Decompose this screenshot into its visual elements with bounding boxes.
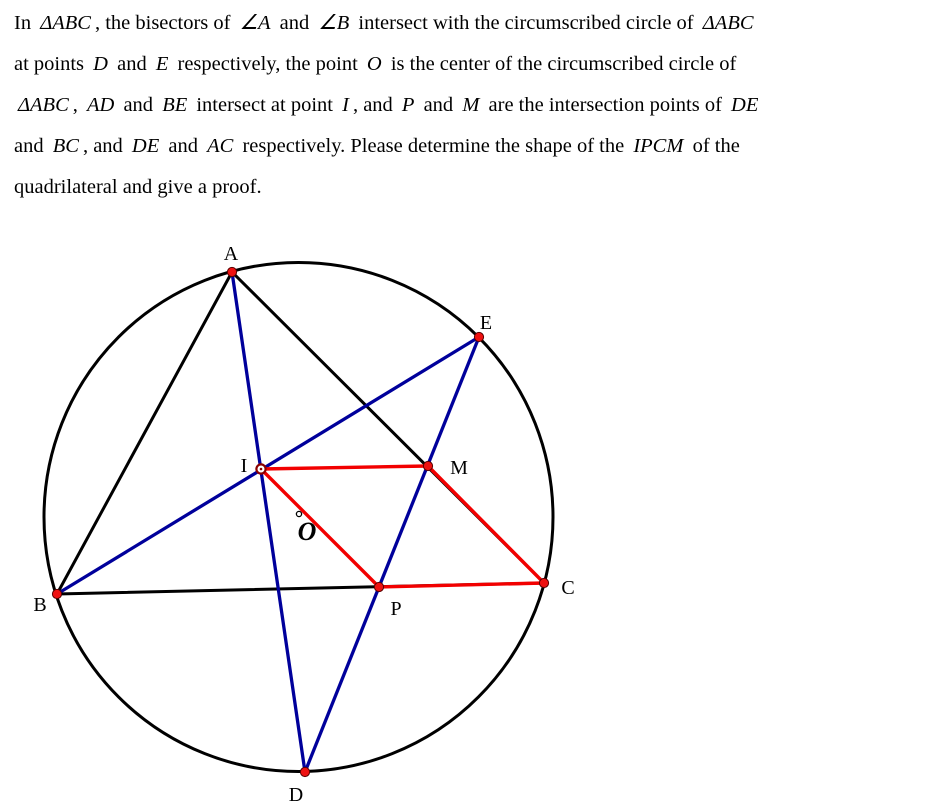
math-symbol: BC: [52, 135, 79, 157]
text-run: of the: [687, 135, 740, 157]
text-run: intersect with the circumscribed circle of: [353, 12, 699, 34]
text-run: are the intersection points of: [483, 94, 728, 116]
point-label-O: O: [297, 517, 317, 546]
segment-AD: [232, 272, 305, 772]
math-symbol: M: [462, 94, 480, 116]
point-marker-B: [52, 589, 61, 598]
text-run: and: [418, 94, 459, 116]
point-marker-C: [539, 578, 548, 587]
text-run: at points: [14, 53, 90, 75]
math-symbol: O: [366, 53, 382, 75]
point-marker-D: [300, 767, 309, 776]
math-symbol: ∠A: [239, 12, 271, 34]
text-run: , and: [352, 94, 398, 116]
point-marker-I-center: [260, 468, 263, 471]
math-symbol: DE: [731, 94, 759, 116]
circle-center-marker: [296, 511, 301, 516]
text-run: In: [14, 12, 37, 34]
point-label-D: D: [288, 784, 304, 806]
point-marker-A: [227, 267, 236, 276]
segment-DE: [305, 337, 479, 772]
math-symbol: E: [155, 53, 169, 75]
text-run: is the center of the circumscribed circle of: [385, 53, 737, 75]
text-run: respectively. Please determine the shape of the: [237, 135, 630, 157]
text-run: and: [274, 12, 315, 34]
math-symbol: AC: [207, 135, 234, 157]
math-symbol: ΔABC: [40, 12, 91, 34]
point-label-E: E: [479, 312, 493, 334]
math-symbol: D: [93, 53, 108, 75]
segment-PC: [379, 583, 544, 587]
point-label-M: M: [450, 457, 468, 479]
point-label-P: P: [390, 598, 402, 620]
text-run: and: [163, 135, 204, 157]
text-run: and: [14, 135, 49, 157]
math-symbol: ΔABC: [18, 94, 69, 116]
text-run: and: [118, 94, 159, 116]
math-symbol: P: [401, 94, 415, 116]
math-symbol: I: [342, 94, 349, 116]
point-marker-P: [374, 582, 383, 591]
math-symbol: ∠B: [318, 12, 350, 34]
math-symbol: DE: [131, 135, 160, 157]
text-run: , the bisectors of: [94, 12, 236, 34]
math-symbol: BE: [162, 94, 188, 116]
text-run: quadrilateral and give a proof.: [14, 176, 262, 198]
text-run: respectively, the point: [172, 53, 363, 75]
segment-MC: [428, 466, 544, 583]
segment-IP: [261, 469, 379, 587]
point-label-I: I: [240, 455, 248, 477]
math-symbol: AD: [87, 94, 115, 116]
point-label-A: A: [223, 243, 239, 265]
text-run: and: [111, 53, 152, 75]
math-symbol: ΔABC: [702, 12, 754, 34]
point-marker-M: [423, 461, 432, 470]
text-run: ,: [72, 94, 83, 116]
math-symbol: IPCM: [633, 135, 684, 157]
segment-IM: [261, 466, 428, 469]
segment-AB: [57, 272, 232, 594]
point-label-B: B: [33, 594, 47, 616]
text-run: , and: [82, 135, 128, 157]
point-label-C: C: [561, 577, 575, 599]
text-run: intersect at point: [191, 94, 339, 116]
